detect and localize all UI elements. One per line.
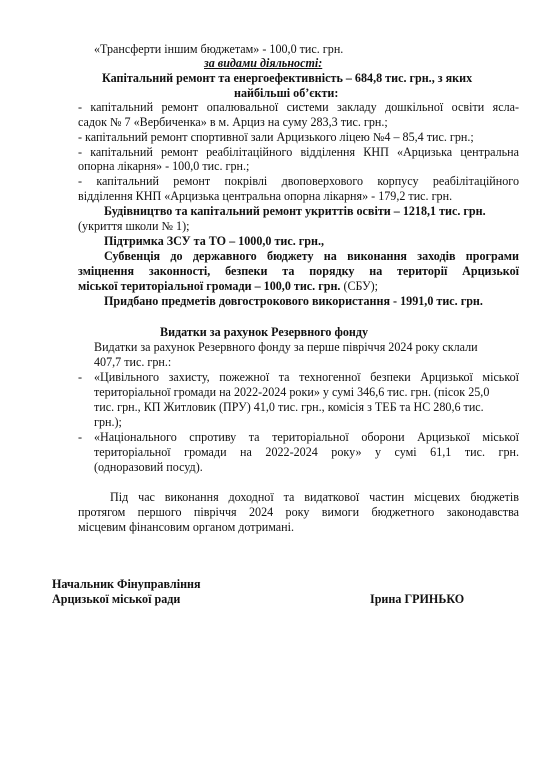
list-item: - капітальний ремонт покрівлі двоповерхового корпусу реабілітаційного [78, 174, 519, 188]
signature-position: Арцизької міської ради [52, 592, 181, 606]
list-item: (одноразовий посуд). [94, 460, 203, 474]
capital-repair-heading: Капітальний ремонт та енергоефективність – 684,8 тис. грн., з яких [102, 71, 473, 85]
signature-name: Ірина ГРИНЬКО [370, 592, 465, 606]
zsu-support-line: Підтримка ЗСУ та ТО – 1000,0 тис. грн., [104, 234, 325, 248]
conclusion-text: місцевим фінансовим органом дотримані. [78, 520, 295, 534]
capital-repair-heading-cont: найбільші об’єкти: [234, 86, 339, 100]
list-item: грн.); [94, 415, 122, 429]
list-item: «Цивільного захисту, пожежної та техногенної безпеки Арцизької міської [94, 370, 519, 384]
list-item: «Національного спротиву та територіальної оборони Арцизької міської [94, 430, 519, 444]
transfers-line: «Трансферти іншим бюджетам» - 100,0 тис. грн. [94, 42, 344, 56]
bullet-dash: - [78, 370, 83, 384]
shelters-heading: Будівництво та капітальний ремонт укриттів освіти – 1218,1 тис. грн. [104, 204, 486, 218]
subvention-line: Субвенція до державного бюджету на виконання заходів програми [104, 249, 519, 263]
list-item: відділення КНП «Арцизька центральна опорна лікарня» - 179,2 тис. грн. [78, 189, 453, 203]
conclusion-text: протягом першого півріччя 2024 року вимоги бюджетного законодавства [78, 505, 519, 519]
list-item: територіальної громади на 2022-2024 роки» у сумі 346,6 тис. грн. (пісок 25,0 [94, 385, 490, 399]
signature-position: Начальник Фінуправління [52, 577, 201, 591]
reserve-intro: 407,7 тис. грн.: [94, 355, 172, 369]
subvention-line: міської територіальної громади – 100,0 тис. грн. (СБУ); [78, 279, 379, 293]
list-item: територіальної громади на 2022-2024 року» у сумі 61,1 тис. грн. [94, 445, 519, 459]
list-item: тис. грн., КП Житловик (ПРУ) 41,0 тис. грн., комісія з ТЕБ та НС 280,6 тис. [94, 400, 484, 414]
list-item: - капітальний ремонт реабілітаційного відділення КНП «Арцизька центральна [78, 145, 519, 159]
subvention-line: зміцнення законності, безпеки та порядку на території Арцизької [78, 264, 519, 278]
reserve-intro: Видатки за рахунок Резервного фонду за перше півріччя 2024 року склали [94, 340, 478, 354]
list-item: - капітальний ремонт опалювальної системи закладу дошкільної освіти ясла- [78, 100, 519, 114]
list-item: опорна лікарня» - 100,0 тис. грн.; [78, 159, 250, 173]
list-item: садок № 7 «Вербиченка» в м. Арциз на суму 283,3 тис. грн.; [78, 115, 388, 129]
list-item: - капітальний ремонт спортивної зали Арцизького ліцею №4 – 85,4 тис. грн.; [78, 130, 474, 144]
equipment-line: Придбано предметів довгострокового використання - 1991,0 тис. грн. [104, 294, 483, 308]
shelters-note: (укриття школи № 1); [78, 219, 190, 233]
activities-heading: за видами діяльності: [204, 56, 323, 70]
reserve-fund-heading: Видатки за рахунок Резервного фонду [160, 325, 369, 339]
conclusion-text: Під час виконання доходної та видаткової частин місцевих бюджетів [110, 490, 519, 504]
bullet-dash: - [78, 430, 83, 444]
